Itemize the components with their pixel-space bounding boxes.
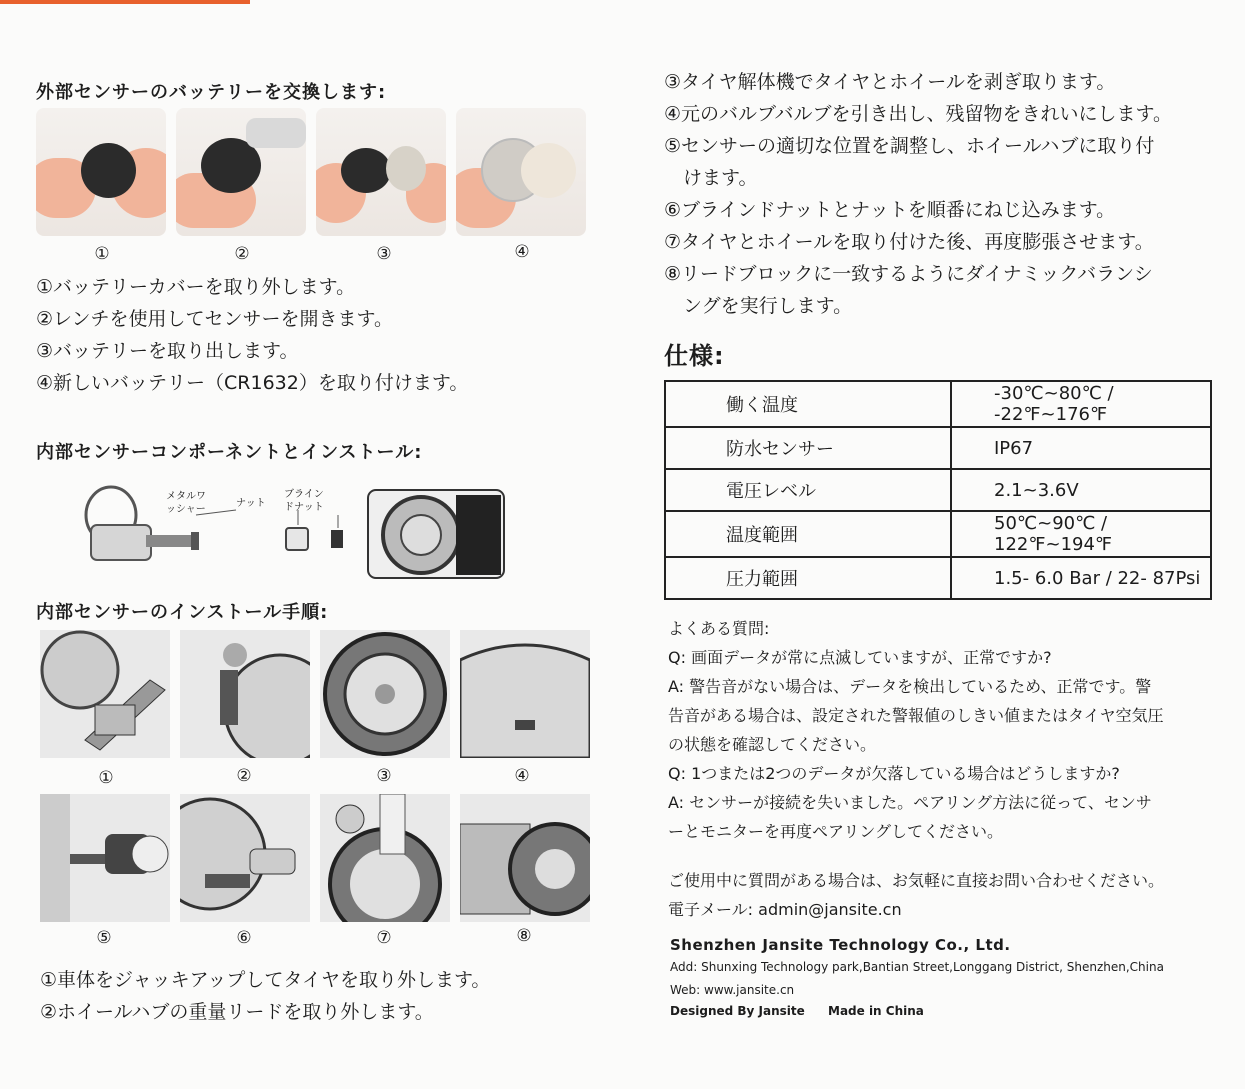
install-step-2: ②ホイールハブの重量リードを取り外します。	[40, 1001, 434, 1023]
battery-heading: 外部センサーのバッテリーを交換します:	[36, 82, 387, 103]
install-num-4: ④	[514, 766, 530, 786]
battery-photo-4	[456, 108, 586, 236]
spec-row	[665, 557, 1211, 599]
install-step-7: ⑦タイヤとホイールを取り付けた後、再度膨張させます。	[664, 231, 1154, 253]
blind-nut-label: ブライン ドナット	[284, 489, 324, 513]
install-num-5: ⑤	[96, 928, 112, 948]
spec-table	[664, 380, 1212, 600]
spec-value: IP67	[951, 427, 1211, 469]
install-step-4: ④元のバルブバルブを引き出し、残留物をきれいにします。	[664, 103, 1172, 125]
battery-photo-1	[36, 108, 166, 236]
battery-photo-2	[176, 108, 306, 236]
washer-label: メタルワ ッシャー	[166, 491, 206, 515]
spec-key: 温度範囲	[665, 511, 951, 557]
install-num-1: ①	[98, 768, 114, 788]
spec-key: 圧力範囲	[665, 557, 951, 599]
install-sketch-4	[460, 630, 590, 758]
install-sketch-3	[320, 630, 450, 758]
spec-key: 防水センサー	[665, 427, 951, 469]
install-num-2: ②	[236, 766, 252, 786]
faq-heading: よくある質問:	[668, 619, 770, 638]
battery-num-3: ③	[376, 244, 392, 264]
faq-line-7: ーとモニターを再度ペアリングしてください。	[668, 822, 1004, 841]
install-step-8: ⑧リードブロックに一致するようにダイナミックバランシ	[664, 263, 1153, 285]
spec-row	[665, 469, 1211, 511]
spec-row	[665, 381, 1211, 427]
faq-line-6: A: センサーが接続を失いました。ペアリング方法に従って、センサ	[668, 793, 1152, 812]
spec-row	[665, 427, 1211, 469]
spec-heading: 仕様:	[664, 342, 725, 370]
faq-line-5: Q: 1つまたは2つのデータが欠落している場合はどうしますか?	[668, 764, 1120, 783]
battery-step-2: ②レンチを使用してセンサーを開きます。	[36, 308, 394, 330]
spec-value: 2.1~3.6V	[951, 469, 1211, 511]
spec-row	[665, 511, 1211, 557]
battery-photo-3	[316, 108, 446, 236]
battery-step-1: ①バッテリーカバーを取り外します。	[36, 276, 356, 298]
install-step-5-cont: けます。	[664, 167, 758, 189]
email-line[interactable]: 電子メール: admin@jansite.cn	[668, 900, 902, 919]
battery-num-1: ①	[94, 244, 110, 264]
made-in: Made in China	[828, 1004, 924, 1018]
battery-step-3: ③バッテリーを取り出します。	[36, 340, 299, 362]
install-sketch-2	[180, 630, 310, 758]
install-step-3: ③タイヤ解体機でタイヤとホイールを剥ぎ取ります。	[664, 71, 1116, 93]
faq-line-1: Q: 画面データが常に点滅していますが、正常ですか?	[668, 648, 1052, 667]
top-accent-bar	[0, 0, 250, 4]
company-name: Shenzhen Jansite Technology Co., Ltd.	[670, 936, 1011, 954]
component-diagram	[76, 480, 506, 580]
install-sketch-6	[180, 794, 310, 922]
install-heading: 内部センサーのインストール手順:	[36, 602, 329, 623]
spec-key: 働く温度	[665, 381, 951, 427]
faq-line-4: の状態を確認してください。	[668, 735, 877, 754]
spec-value: -30℃~80℃ / -22℉~176℉	[951, 381, 1211, 427]
install-sketch-8	[460, 794, 590, 922]
battery-num-2: ②	[234, 244, 250, 264]
company-web[interactable]: Web: www.jansite.cn	[670, 983, 795, 997]
install-num-6: ⑥	[236, 928, 252, 948]
faq-line-3: 告音がある場合は、設定された警報値のしきい値またはタイヤ空気圧	[668, 706, 1164, 725]
battery-num-4: ④	[514, 242, 530, 262]
install-step-5: ⑤センサーの適切な位置を調整し、ホイールハブに取り付	[664, 135, 1155, 157]
install-step-1: ①車体をジャッキアップしてタイヤを取り外します。	[40, 969, 491, 991]
install-sketch-1	[40, 630, 170, 758]
spec-key: 電圧レベル	[665, 469, 951, 511]
install-num-7: ⑦	[376, 928, 392, 948]
spec-value: 50℃~90℃ / 122℉~194℉	[951, 511, 1211, 557]
install-sketch-7	[320, 794, 450, 922]
faq-line-2: A: 警告音がない場合は、データを検出しているため、正常です。警	[668, 677, 1152, 696]
battery-step-4: ④新しいバッテリー（CR1632）を取り付けます。	[36, 372, 469, 394]
component-heading: 内部センサーコンポーネントとインストール:	[36, 442, 423, 463]
install-num-8: ⑧	[516, 926, 532, 946]
spec-value: 1.5- 6.0 Bar / 22- 87Psi	[951, 557, 1211, 599]
designed-by: Designed By Jansite	[670, 1004, 805, 1018]
company-address: Add: Shunxing Technology park,Bantian Street,Longgang District, Shenzhen,China	[670, 960, 1164, 974]
install-num-3: ③	[376, 766, 392, 786]
install-step-8-cont: ングを実行します。	[664, 295, 853, 317]
contact-line: ご使用中に質問がある場合は、お気軽に直接お問い合わせください。	[668, 871, 1165, 890]
install-sketch-5	[40, 794, 170, 922]
install-step-6: ⑥ブラインドナットとナットを順番にねじ込みます。	[664, 199, 1116, 221]
nut-label: ナット	[236, 498, 266, 509]
